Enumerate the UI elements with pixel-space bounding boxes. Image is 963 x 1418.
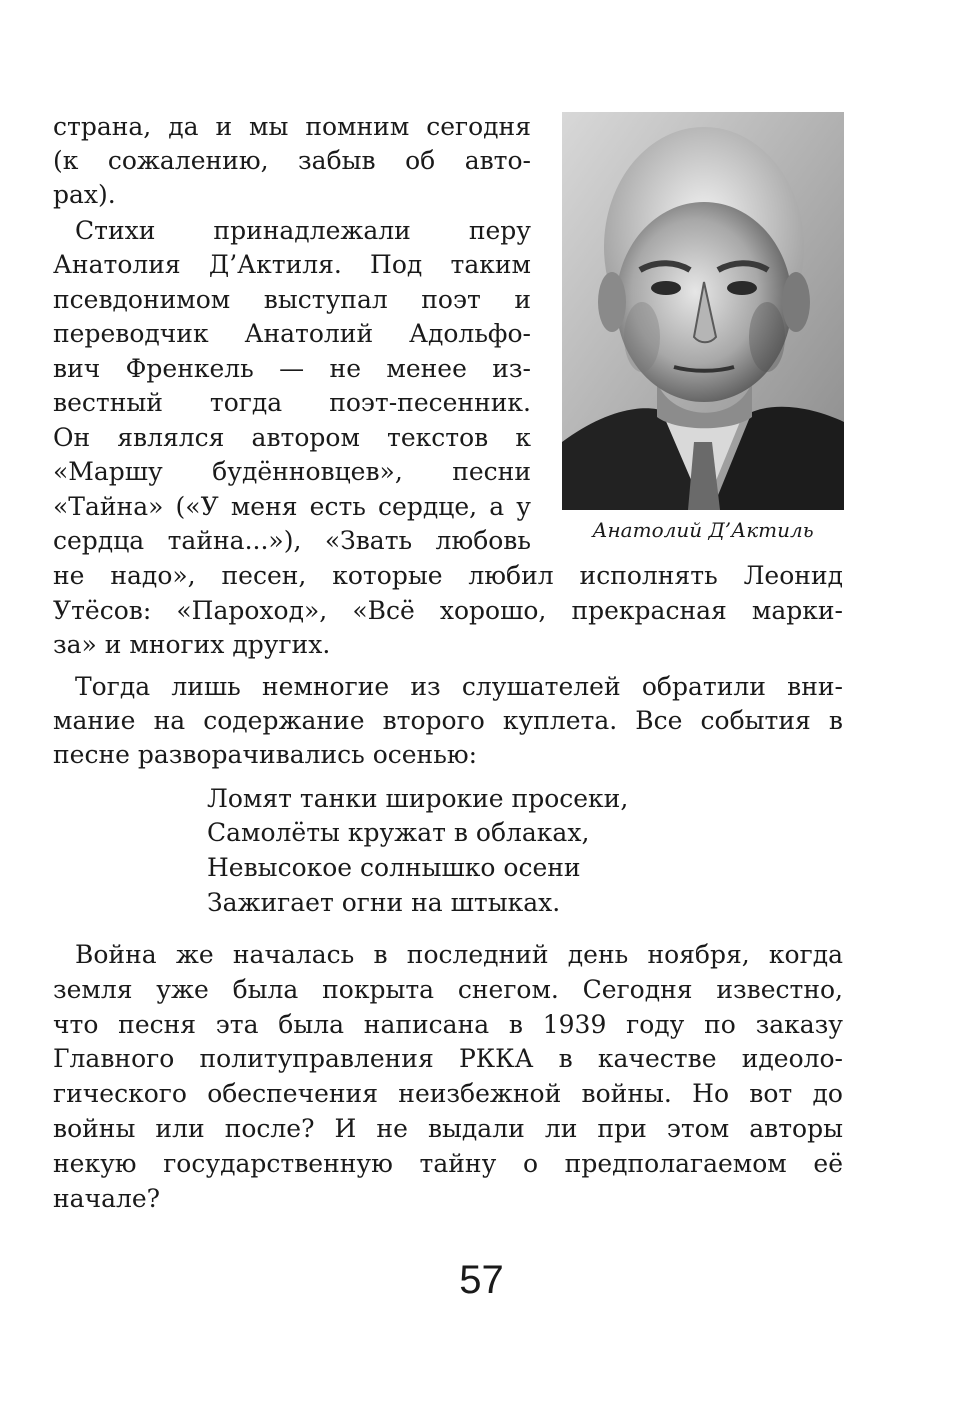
- text-line: вестный тогда поэт-песенник.: [53, 388, 531, 417]
- text-line: песне разворачивались осенью:: [53, 740, 478, 769]
- text-line: Стихи принадлежали перу: [75, 216, 531, 245]
- text-line: за» и многих других.: [53, 630, 331, 659]
- text-line: не надо», песен, которые любил исполнять Леонид: [53, 561, 843, 590]
- text-line: вич Френкель — не менее из-: [53, 354, 531, 383]
- poem-line: Самолёты кружат в облаках,: [207, 818, 590, 847]
- text-line: Тогда лишь немногие из слушателей обратили вни-: [75, 672, 843, 701]
- text-line: начале?: [53, 1184, 161, 1213]
- text-line: страна, да и мы помним сегодня: [53, 112, 531, 141]
- text-line: что песня эта была написана в 1939 году по заказу: [53, 1010, 843, 1039]
- poem-line: Ломят танки широкие просеки,: [207, 784, 629, 813]
- text-line: гического обеспечения неизбежной войны. Но вот до: [53, 1079, 843, 1108]
- text-line: рах).: [53, 180, 116, 209]
- text-line: «Маршу будённовцев», песни: [53, 457, 531, 486]
- text-line: переводчик Анатолий Адольфо-: [53, 319, 531, 348]
- text-line: некую государственную тайну о предполагаемом её: [53, 1149, 843, 1178]
- photo-caption: Анатолий Д’Актиль: [592, 518, 814, 542]
- text-line: сердца тайна...»), «Звать любовь: [53, 526, 531, 555]
- text-line: мание на содержание второго куплета. Все события в: [53, 706, 843, 735]
- text-line: земля уже была покрыта снегом. Сегодня известно,: [53, 975, 843, 1004]
- text-line: Утёсов: «Пароход», «Всё хорошо, прекрасная марки-: [53, 596, 843, 625]
- poem-line: Невысокое солнышко осени: [207, 853, 581, 882]
- text-line: Главного политуправления РККА в качестве идеоло-: [53, 1044, 843, 1073]
- poem-line: Зажигает огни на штыках.: [207, 888, 561, 917]
- page-number: 57: [459, 1258, 504, 1302]
- portrait-photo: [562, 112, 844, 510]
- text-line: Война же началась в последний день ноября, когда: [75, 940, 843, 969]
- text-line: (к сожалению, забыв об авто-: [53, 146, 531, 175]
- text-line: войны или после? И не выдали ли при этом авторы: [53, 1114, 843, 1143]
- text-line: Анатолия Д’Актиля. Под таким: [53, 250, 531, 279]
- text-line: «Тайна» («У меня есть сердце, а у: [53, 492, 531, 521]
- text-line: псевдонимом выступал поэт и: [53, 285, 531, 314]
- text-line: Он являлся автором текстов к: [53, 423, 531, 452]
